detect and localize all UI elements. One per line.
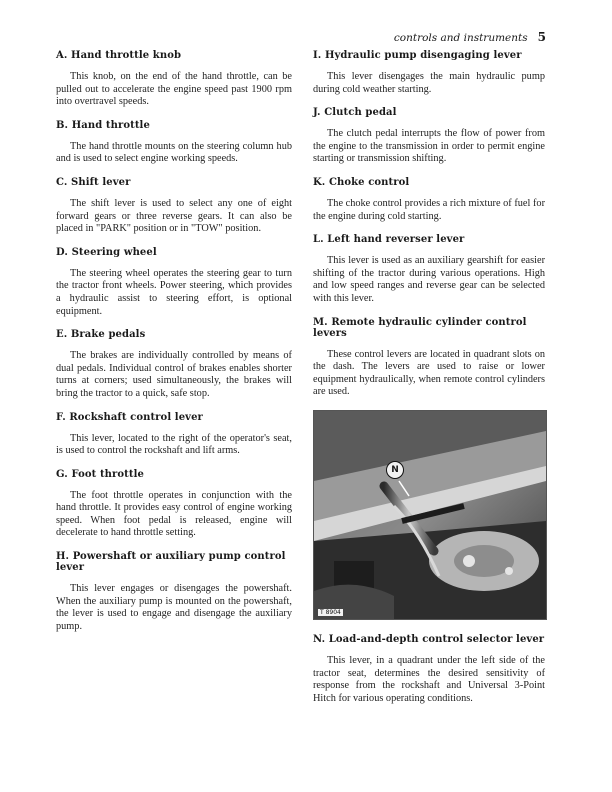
section-g	[56, 469, 292, 540]
section-k	[313, 177, 545, 223]
section-j	[313, 107, 545, 166]
section-text: This knob, on the end of the hand throttle, can be pulled out to accelerate the engine speed past 1900 rpm into overtravel speeds.	[56, 71, 292, 108]
section-heading: G. Foot throttle	[56, 468, 144, 480]
section-heading: B. Hand throttle	[56, 119, 150, 131]
section-text: This lever, in a quadrant under the left side of the tractor seat, determines the desired sensitivity of response from the rockshaft and Universal 3-Point Hitch for various operating conditions.	[313, 654, 545, 704]
section-heading: N. Load-and-depth control selector lever	[313, 633, 545, 645]
section-text: The clutch pedal interrupts the flow of power from the engine to the transmission in order to permit engine starting or transmission shifting.	[313, 128, 545, 165]
tractor-photo	[313, 410, 547, 620]
section-heading: M. Remote hydraulic cylinder control levers	[313, 316, 527, 339]
tractor-photo-drawing	[314, 411, 546, 619]
section-heading: C. Shift lever	[56, 176, 131, 188]
section-h	[56, 551, 292, 633]
section-text: The choke control provides a rich mixture of fuel for the engine during cold starting.	[313, 197, 545, 222]
page-header	[320, 30, 546, 44]
section-b	[56, 120, 292, 166]
figure-code: T 8904	[320, 608, 341, 616]
page-number: 5	[537, 30, 546, 44]
section-heading: J. Clutch pedal	[313, 107, 397, 119]
section-text: The brakes are individually controlled by means of dual pedals. Individual control of brakes enables shorter turns at corners; used simultaneously, the brakes will bring the tractor to a quick, safe stop.	[56, 350, 292, 399]
left-column	[56, 50, 292, 644]
section-heading: L. Left hand reverser lever	[313, 234, 465, 246]
running-title: controls and instruments	[393, 32, 528, 44]
section-heading: F. Rockshaft control lever	[56, 411, 203, 423]
section-heading: K. Choke control	[313, 176, 410, 188]
section-heading: I. Hydraulic pump disengaging lever	[313, 50, 522, 61]
section-text: The shift lever is used to select any one of eight forward gears or three reverse gears. It can also be placed in "PARK" position or in "TOW" position.	[56, 197, 292, 235]
section-text: This lever is used as an auxiliary gearshift for easier shifting of the tractor during various operations. High and low speed ranges and reverse gear can be selected with this lever.	[313, 255, 545, 304]
section-text: These control levers are located in quadrant slots on the dash. The levers are used to raise or lower equipment hydraulically, when remote control cylinders are used.	[313, 348, 545, 398]
section-c	[56, 177, 292, 236]
section-heading: H. Powershaft or auxiliary pump control lever	[56, 551, 286, 574]
section-m	[313, 317, 545, 399]
section-a	[56, 50, 292, 109]
section-l	[313, 234, 545, 305]
section-text: The foot throttle operates in conjunction with the hand throttle. It provides easy control of engine working speed. When foot pedal is released, engine will decelerate to hand throttle setting.	[56, 489, 292, 539]
callout-n: N	[386, 461, 404, 479]
section-f	[56, 412, 292, 458]
section-text: The steering wheel operates the steering gear to turn the tractor front wheels. Power steering, which provides a hydraulic assist to steering effort, is optional equipment.	[56, 267, 292, 317]
section-heading: D. Steering wheel	[56, 246, 157, 258]
right-column	[313, 50, 545, 716]
section-text: This lever engages or disengages the powershaft. When the auxiliary pump is mounted on the powershaft, the lever is used to engage and disengage the auxiliary pump.	[56, 583, 292, 632]
section-text: The hand throttle mounts on the steering column hub and is used to select engine working speeds.	[56, 140, 292, 165]
section-heading: E. Brake pedals	[56, 329, 146, 341]
section-e	[56, 329, 292, 400]
section-n	[313, 634, 545, 705]
section-text: This lever disengages the main hydraulic pump during cold weather starting.	[313, 71, 545, 95]
section-d	[56, 247, 292, 318]
section-i	[313, 50, 545, 96]
section-heading: A. Hand throttle knob	[56, 50, 182, 61]
section-text: This lever, located to the right of the operator's seat, is used to control the rockshaft and lift arms.	[56, 432, 292, 457]
